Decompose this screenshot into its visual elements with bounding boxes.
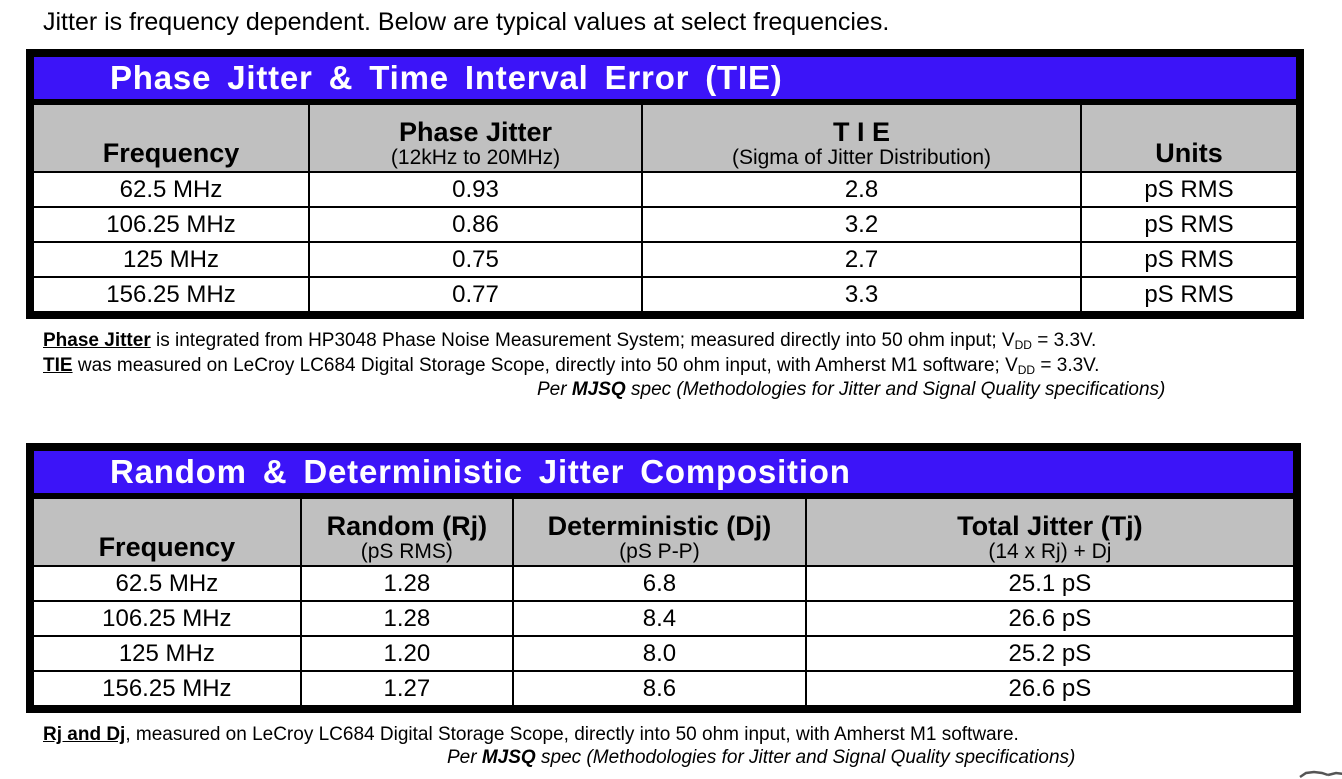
header-deterministic: Deterministic (Dj) (pS P-P) (513, 496, 806, 566)
cell-frequency: 125 MHz (30, 242, 309, 277)
cell-random: 1.27 (301, 671, 513, 709)
cell-frequency: 106.25 MHz (30, 601, 301, 636)
header-units: Units (1081, 102, 1300, 172)
note-tie: TIE was measured on LeCroy LC684 Digital Storage Scope, directly into 50 ohm input, with Amherst M1 software; $V_{DD} = 3.3V$. (43, 355, 1100, 377)
intro-text: Jitter is frequency dependent. Below are typical values at select frequencies. (43, 8, 890, 36)
table-row (30, 277, 1300, 315)
cell-tie: 3.3 (642, 277, 1081, 315)
table-title: Phase Jitter & Time Interval Error (TIE) (30, 53, 1300, 102)
cell-deterministic: 6.8 (513, 566, 806, 601)
jitter-composition-table (26, 443, 1301, 713)
cell-frequency: 106.25 MHz (30, 207, 309, 242)
cell-tie: 2.7 (642, 242, 1081, 277)
cell-phase-jitter: 0.77 (309, 277, 642, 315)
cell-tie: 2.8 (642, 172, 1081, 207)
cell-total-jitter: 26.6 pS (806, 601, 1297, 636)
cell-deterministic: 8.6 (513, 671, 806, 709)
cell-frequency: 125 MHz (30, 636, 301, 671)
table-row (30, 172, 1300, 207)
header-total-jitter: Total Jitter (Tj) (14 x Rj) + Dj (806, 496, 1297, 566)
cell-deterministic: 8.4 (513, 601, 806, 636)
table-row (30, 601, 1297, 636)
cell-random: 1.20 (301, 636, 513, 671)
cell-tie: 3.2 (642, 207, 1081, 242)
note-phase-jitter: Phase Jitter is integrated from HP3048 Phase Noise Measurement System; measured directly into 50 ohm input; $V_{DD} = 3.3V$. (43, 330, 1097, 352)
spec-note: Per MJSQ spec (Methodologies for Jitter and Signal Quality specifications) (447, 747, 1076, 768)
header-tie: T I E (Sigma of Jitter Distribution) (642, 102, 1081, 172)
header-frequency: Frequency (30, 496, 301, 566)
cell-units: pS RMS (1081, 207, 1300, 242)
header-phase-jitter: Phase Jitter (12kHz to 20MHz) (309, 102, 642, 172)
cell-total-jitter: 25.2 pS (806, 636, 1297, 671)
cell-units: pS RMS (1081, 172, 1300, 207)
cell-deterministic: 8.0 (513, 636, 806, 671)
table-row (30, 636, 1297, 671)
phase-jitter-table (26, 49, 1304, 319)
note-rj-dj: Rj and Dj, measured on LeCroy LC684 Digital Storage Scope, directly into 50 ohm input, with Amherst M1 software. (43, 724, 1019, 745)
cell-frequency: 62.5 MHz (30, 566, 301, 601)
cell-frequency: 156.25 MHz (30, 277, 309, 315)
cell-phase-jitter: 0.93 (309, 172, 642, 207)
table-row (30, 566, 1297, 601)
cell-units: pS RMS (1081, 277, 1300, 315)
header-frequency: Frequency (30, 102, 309, 172)
cell-frequency: 156.25 MHz (30, 671, 301, 709)
partial-logo-icon (1298, 763, 1342, 779)
cell-units: pS RMS (1081, 242, 1300, 277)
cell-phase-jitter: 0.86 (309, 207, 642, 242)
table-title: Random & Deterministic Jitter Composition (30, 447, 1297, 496)
header-random: Random (Rj) (pS RMS) (301, 496, 513, 566)
cell-random: 1.28 (301, 601, 513, 636)
table-row (30, 207, 1300, 242)
cell-total-jitter: 25.1 pS (806, 566, 1297, 601)
cell-total-jitter: 26.6 pS (806, 671, 1297, 709)
cell-random: 1.28 (301, 566, 513, 601)
cell-phase-jitter: 0.75 (309, 242, 642, 277)
table-row (30, 671, 1297, 709)
cell-frequency: 62.5 MHz (30, 172, 309, 207)
table-row (30, 242, 1300, 277)
spec-note: Per MJSQ spec (Methodologies for Jitter and Signal Quality specifications) (537, 379, 1166, 400)
